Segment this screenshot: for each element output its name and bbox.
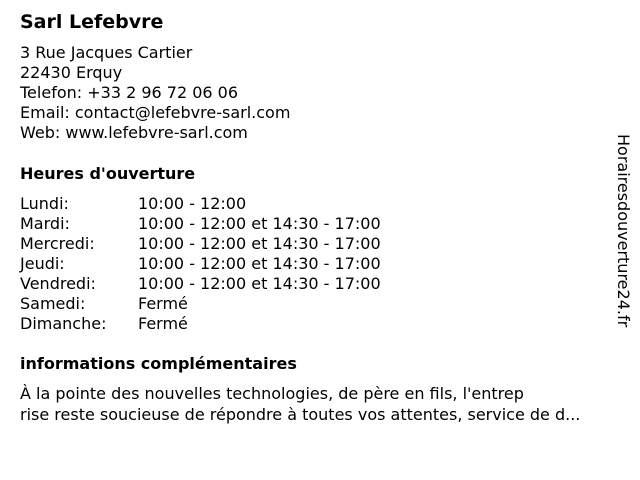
- day-hours: 10:00 - 12:00: [138, 194, 247, 213]
- website: Web: www.lefebvre-sarl.com: [20, 123, 248, 142]
- additional-info-text: [20, 383, 580, 425]
- site-watermark: Horairesdouverture24.fr: [614, 134, 633, 328]
- day-label: Samedi:: [20, 294, 86, 313]
- day-hours: 10:00 - 12:00 et 14:30 - 17:00: [138, 254, 381, 273]
- day-label: Mardi:: [20, 214, 70, 233]
- day-label: Mercredi:: [20, 234, 95, 253]
- day-label: Vendredi:: [20, 274, 96, 293]
- phone-number: Telefon: +33 2 96 72 06 06: [20, 83, 239, 102]
- day-hours: Fermé: [138, 314, 188, 333]
- street-address: 3 Rue Jacques Cartier: [20, 43, 193, 62]
- hours-row-jeudi: [20, 254, 381, 274]
- day-label: Jeudi:: [20, 254, 65, 273]
- day-label: Lundi:: [20, 194, 69, 213]
- email-address: Email: contact@lefebvre-sarl.com: [20, 103, 291, 122]
- postal-city: 22430 Erquy: [20, 63, 123, 82]
- hours-row-mercredi: [20, 234, 381, 254]
- hours-row-samedi: [20, 294, 381, 314]
- opening-hours-heading: Heures d'ouverture: [20, 164, 196, 183]
- day-hours: 10:00 - 12:00 et 14:30 - 17:00: [138, 274, 381, 293]
- day-label: Dimanche:: [20, 314, 107, 333]
- day-hours: 10:00 - 12:00 et 14:30 - 17:00: [138, 234, 381, 253]
- info-line: À la pointe des nouvelles technologies, de père en fils, l'entrep: [20, 384, 524, 403]
- day-hours: 10:00 - 12:00 et 14:30 - 17:00: [138, 214, 381, 233]
- business-name: Sarl Lefebvre: [20, 11, 164, 33]
- additional-info-heading: informations complémentaires: [20, 354, 297, 373]
- watermark-container: [612, 134, 634, 372]
- hours-row-vendredi: [20, 274, 381, 294]
- hours-row-mardi: [20, 214, 381, 234]
- day-hours: Fermé: [138, 294, 188, 313]
- hours-row-lundi: [20, 194, 381, 214]
- contact-block: [20, 43, 290, 143]
- info-line: rise reste soucieuse de répondre à toutes vos attentes, service de d...: [20, 405, 581, 424]
- hours-row-dimanche: [20, 314, 381, 334]
- opening-hours-table: [20, 194, 381, 334]
